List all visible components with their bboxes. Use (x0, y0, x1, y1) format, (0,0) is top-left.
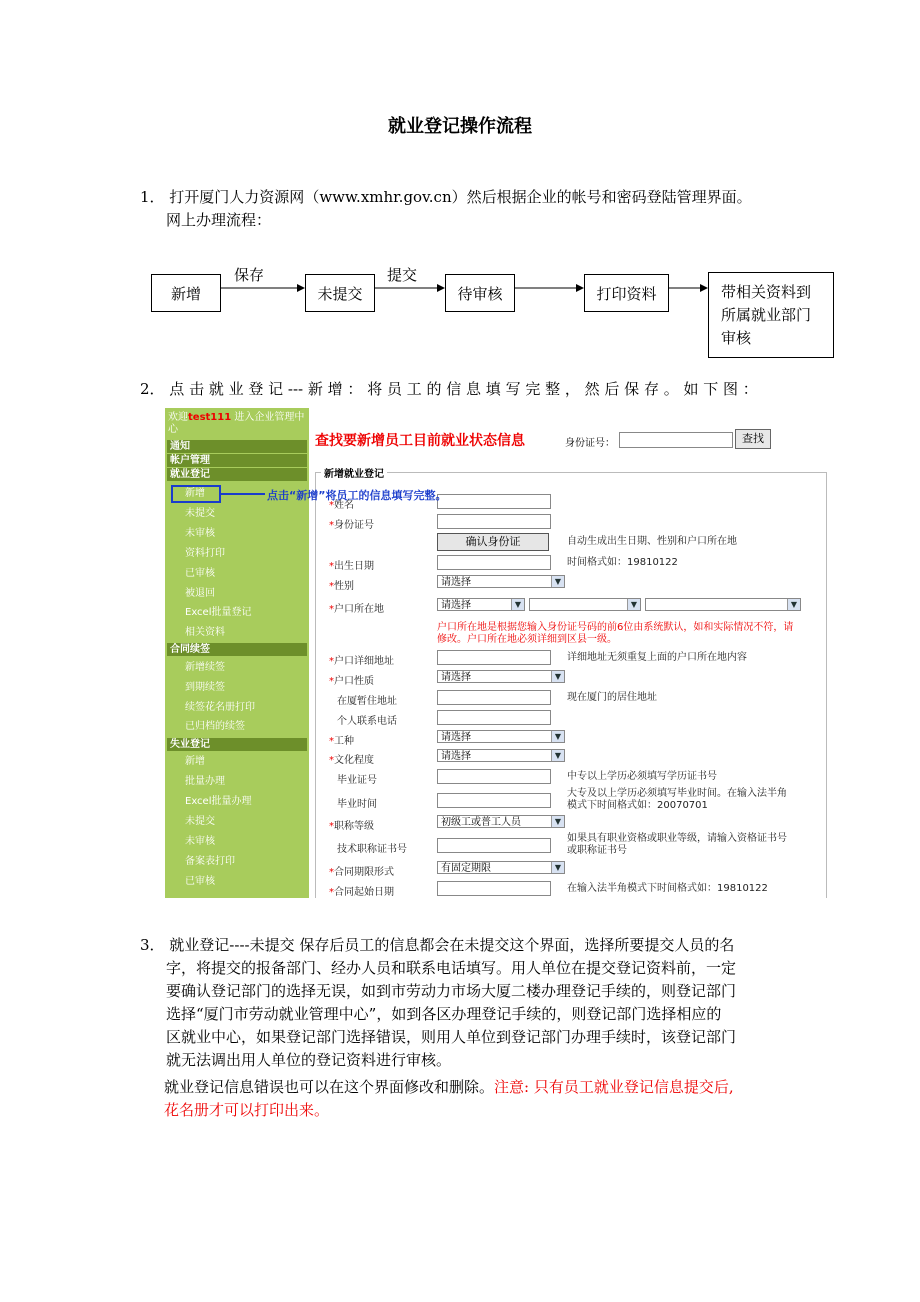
confirm-hint: 自动生成出生日期、性别和户口所在地 (567, 536, 737, 547)
sidebar-item-unemp-batch[interactable]: 批量办理 (185, 776, 225, 787)
diploma-hint: 中专以上学历必须填写学历证书号 (567, 771, 717, 782)
step1-line1: 1． 打开厦门人力资源网（www.xmhr.gov.cn）然后根据企业的帐号和密码登陆管理界面。 (140, 188, 752, 206)
flow-final-line-2: 所属就业部门 (721, 305, 812, 324)
hukou-type-select[interactable]: 请选择 ▼ (437, 670, 565, 683)
contract-type-select[interactable]: 有固定期限 ▼ (437, 861, 565, 874)
hukou-province-select[interactable]: 请选择 ▼ (437, 598, 525, 611)
chevron-down-icon: ▼ (627, 599, 640, 610)
job-select[interactable]: 请选择 ▼ (437, 730, 565, 743)
sidebar-item-new-renewal[interactable]: 新增续签 (185, 662, 225, 673)
label-hukou-type: *户口性质 (329, 676, 374, 687)
flow-box-print: 打印资料 (584, 274, 669, 312)
label-name: *姓名 (329, 500, 354, 511)
chevron-down-icon: ▼ (551, 862, 564, 873)
gender-select[interactable]: 请选择 ▼ (437, 575, 565, 588)
sidebar-item-excel-batch[interactable]: Excel批量登记 (185, 607, 252, 618)
flow-box-unsubmitted: 未提交 (305, 274, 375, 312)
welcome-text: 欢迎test111 进入企业管理中心 (168, 412, 305, 435)
hukou-address-hint: 详细地址无须重复上面的户口所在地内容 (567, 652, 747, 663)
grad-time-input[interactable] (437, 793, 551, 808)
xm-address-hint: 现在厦门的居住地址 (567, 692, 657, 703)
step3-line-1: 3． 就业登记----未提交 保存后员工的信息都会在未提交这个界面，选择所要提交人员的名 (140, 936, 735, 954)
step3-note-red: 注意: 只有员工就业登记信息提交后, (494, 1078, 734, 1096)
label-phone: 个人联系电话 (337, 716, 397, 727)
confirm-id-button[interactable]: 确认身份证 (437, 533, 549, 551)
chevron-down-icon: ▼ (551, 671, 564, 682)
hukou-address-input[interactable] (437, 650, 551, 665)
form-title: 新增就业登记 (321, 465, 387, 480)
flow-box-pending: 待审核 (445, 274, 515, 312)
label-education: *文化程度 (329, 755, 374, 766)
step3-note-red-2: 花名册才可以打印出来。 (164, 1101, 330, 1119)
label-hukou-address: *户口详细地址 (329, 656, 394, 667)
title-level-select[interactable]: 初级工或普工人员 ▼ (437, 815, 565, 828)
label-job: *工种 (329, 736, 354, 747)
label-contract-start: *合同起始日期 (329, 887, 394, 898)
chevron-down-icon: ▼ (551, 750, 564, 761)
sidebar-item-unreviewed[interactable]: 未审核 (185, 528, 215, 539)
flow-final-line-1: 带相关资料到 (721, 282, 812, 301)
hukou-hint-1: 户口所在地是根据您输入身份证号码的前6位由系统默认，如和实际情况不符，请 (437, 622, 794, 633)
sidebar-item-related[interactable]: 相关资料 (185, 627, 225, 638)
phone-input[interactable] (437, 710, 551, 725)
sidebar-item-new[interactable]: 新增 (185, 488, 205, 499)
search-title: 查找要新增员工目前就业状态信息 (315, 433, 525, 449)
sidebar-item-unemp-excel[interactable]: Excel批量办理 (185, 796, 252, 807)
step3-line-3: 要确认登记部门的选择无误，如到市劳动力市场大厦二楼办理登记手续的，则登记部门 (166, 982, 737, 1000)
chevron-down-icon: ▼ (551, 816, 564, 827)
label-xm-address: 在厦暂住地址 (337, 696, 397, 707)
embedded-screenshot (165, 408, 827, 898)
label-cert-no: 技术职称证书号 (337, 844, 407, 855)
diploma-input[interactable] (437, 769, 551, 784)
step3-note-black: 就业登记信息错误也可以在这个界面修改和删除。 (164, 1078, 495, 1096)
sidebar-item-reviewed[interactable]: 已审核 (185, 568, 215, 579)
xm-address-input[interactable] (437, 690, 551, 705)
flow-final-line-3: 审核 (721, 328, 752, 347)
education-select[interactable]: 请选择 ▼ (437, 749, 565, 762)
sidebar-group-employment[interactable]: 就业登记 (167, 468, 307, 481)
search-button[interactable]: 查找 (735, 429, 771, 449)
sidebar-item-unemp-new[interactable]: 新增 (185, 756, 205, 767)
grad-time-hint-1: 大专及以上学历必须填写毕业时间。在输入法半角 (567, 788, 787, 799)
label-title-level: *职称等级 (329, 821, 374, 832)
grad-time-hint-2: 模式下时间格式如：20070701 (567, 800, 708, 811)
step1-line2: 网上办理流程： (166, 211, 272, 229)
chevron-down-icon: ▼ (551, 576, 564, 587)
flow-label-submit: 提交 (387, 266, 418, 284)
annotation-arrow (165, 408, 827, 528)
cert-no-input[interactable] (437, 838, 551, 853)
id-label: 身份证号： (565, 438, 615, 449)
sidebar-group-notice[interactable]: 通知 (167, 440, 307, 453)
sidebar-item-print[interactable]: 资料打印 (185, 548, 225, 559)
hukou-district-select[interactable] (645, 598, 801, 611)
sidebar-group-unemployment[interactable]: 失业登记 (167, 738, 307, 751)
sidebar-item-unsubmitted[interactable]: 未提交 (185, 508, 215, 519)
flow-arrows (0, 0, 920, 400)
label-contract-type: *合同期限形式 (329, 867, 394, 878)
cert-no-hint-1: 如果具有职业资格或职业等级，请输入资格证书号 (567, 833, 787, 844)
label-id: *身份证号 (329, 520, 374, 531)
sidebar-group-contract[interactable]: 合同续签 (167, 643, 307, 656)
contract-start-hint: 在输入法半角模式下时间格式如：19810122 (567, 883, 768, 894)
sidebar-item-roster-print[interactable]: 续签花名册打印 (185, 702, 255, 713)
label-gender: *性别 (329, 581, 354, 592)
step3-line-5: 区就业中心，如果登记部门选择错误，则用人单位到登记部门办理手续时，该登记部门 (166, 1028, 737, 1046)
step3-line-6: 就无法调出用人单位的登记资料进行审核。 (166, 1051, 452, 1069)
sidebar-item-due-renewal[interactable]: 到期续签 (185, 682, 225, 693)
page-title: 就业登记操作流程 (388, 116, 532, 137)
flow-label-save: 保存 (234, 266, 265, 284)
step2-text: 2． 点 击 就 业 登 记 --- 新 增 ： 将 员 工 的 信 息 填 写 完 整 ， 然 后 保 存 。 如 下 图 ： (140, 380, 758, 398)
label-birth: *出生日期 (329, 561, 374, 572)
sidebar-item-archived[interactable]: 已归档的续签 (185, 721, 245, 732)
cert-no-hint-2: 或职称证书号 (567, 845, 627, 856)
step3-note-line (164, 1076, 734, 1099)
step3-line-4: 选择“厦门市劳动就业管理中心”，如到各区办理登记手续的，则登记部门选择相应的 (166, 1005, 722, 1023)
annotation-text: 点击“新增”将员工的信息填写完整。 (267, 489, 447, 502)
chevron-down-icon: ▼ (551, 731, 564, 742)
chevron-down-icon: ▼ (787, 599, 800, 610)
birth-hint: 时间格式如：19810122 (567, 557, 678, 568)
sidebar-group-account[interactable]: 帐户管理 (167, 454, 307, 467)
contract-start-input[interactable] (437, 881, 551, 896)
label-diploma: 毕业证号 (337, 775, 377, 786)
hukou-city-select[interactable] (529, 598, 641, 611)
chevron-down-icon: ▼ (511, 599, 524, 610)
label-hukou: *户口所在地 (329, 604, 384, 615)
hukou-hint-2: 修改。户口所在地必须详细到区县一级。 (437, 634, 617, 645)
step3-line-2: 字，将提交的报备部门、经办人员和联系电话填写。用人单位在提交登记资料前，一定 (166, 959, 737, 977)
flow-box-new: 新增 (151, 274, 221, 312)
sidebar-item-returned[interactable]: 被退回 (185, 588, 215, 599)
sidebar-item-unemp-print[interactable]: 备案表打印 (185, 856, 235, 867)
label-grad-time: 毕业时间 (337, 799, 377, 810)
sidebar-item-unemp-unreviewed[interactable]: 未审核 (185, 836, 215, 847)
birth-input[interactable] (437, 555, 551, 570)
sidebar-item-unemp-reviewed[interactable]: 已审核 (185, 876, 215, 887)
sidebar-item-unemp-unsubmitted[interactable]: 未提交 (185, 816, 215, 827)
